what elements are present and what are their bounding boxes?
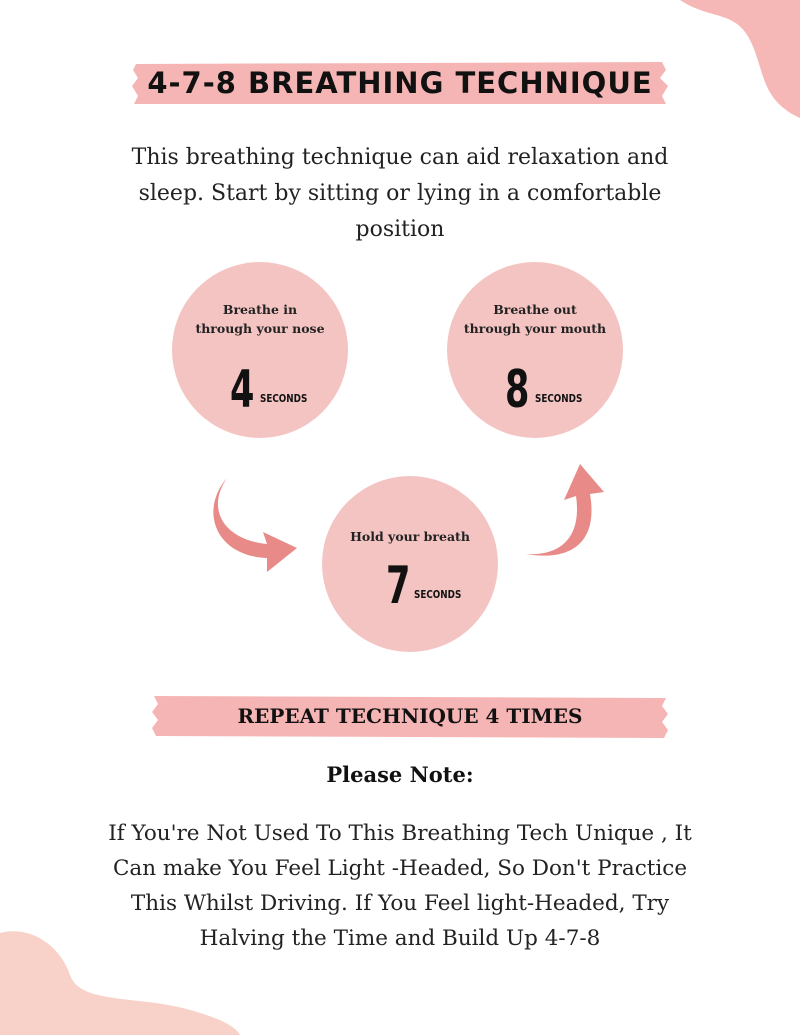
step-unit: SECONDS <box>535 392 583 405</box>
step-number: 8 <box>505 360 530 420</box>
step-unit: SECONDS <box>260 392 308 405</box>
step-number: 4 <box>230 360 255 420</box>
curved-arrow-left-icon <box>205 470 305 580</box>
step-unit: SECONDS <box>414 588 462 601</box>
step-label: Hold your breath <box>350 529 470 544</box>
intro-text: This breathing technique can aid relaxation and sleep. Start by sitting or lying in a comfortable position <box>131 145 669 242</box>
curved-arrow-right-icon <box>520 458 610 568</box>
page-title: 4-7-8 BREATHING TECHNIQUE <box>147 66 653 100</box>
step-label: Breathe in through your nose <box>195 302 325 336</box>
step-circle-inhale <box>172 262 348 438</box>
title-banner <box>130 58 670 108</box>
repeat-text: REPEAT TECHNIQUE 4 TIMES <box>237 704 583 728</box>
repeat-banner <box>150 692 670 740</box>
step-number: 7 <box>386 556 411 616</box>
step-circle-exhale <box>447 262 623 438</box>
note-title: Please Note: <box>326 762 474 787</box>
step-label: Breathe out through your mouth <box>463 302 607 336</box>
step-circle-hold <box>322 476 498 652</box>
note-text: If You're Not Used To This Breathing Tech Unique , It Can make You Feel Light -Headed, So Don't Practice This Whilst Driving. If You Feel light-Headed, Try Halving the Time and Build Up 4-7-8 <box>108 821 692 951</box>
